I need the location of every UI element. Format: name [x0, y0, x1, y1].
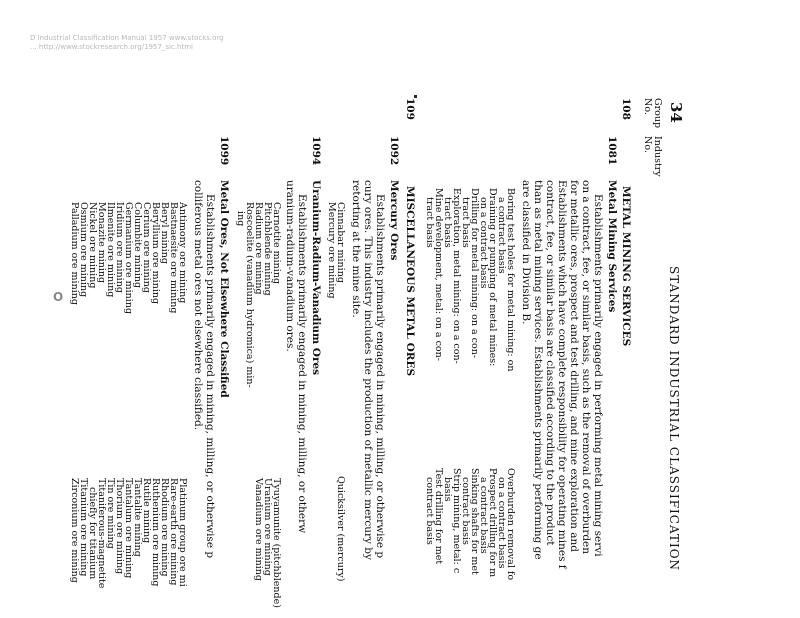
index-entry: contract basis	[424, 468, 435, 545]
body-line: for metallic ores, prospect and test drilling, and mine exploration and	[568, 180, 580, 553]
index-entry: on a contract basis	[478, 188, 489, 289]
group-number: 108	[620, 98, 632, 120]
index-entry: ing	[235, 202, 246, 227]
page-number: 34	[667, 102, 685, 123]
index-entry: Tyuyamunite (pitchblende)	[271, 478, 282, 608]
index-entry: Sinking shafts for met	[469, 468, 480, 575]
index-entry: Thorium ore mining	[114, 478, 125, 575]
industry-number: 1092	[388, 136, 400, 166]
index-entry: Drilling for metal mining: on a con-	[469, 188, 480, 359]
index-entry: Rutile mining	[141, 478, 152, 544]
index-entry: Iridium ore mining	[114, 202, 125, 293]
body-line: uranium-radium-vanadium ores.	[284, 180, 296, 352]
index-entry: a contract basis	[496, 188, 507, 274]
index-entry: Mercury ore mining	[326, 202, 337, 299]
index-entry: Carnotite mining	[271, 202, 282, 285]
running-title: STANDARD INDUSTRIAL CLASSIFICATION	[667, 266, 681, 572]
industry-number: 1094	[310, 136, 322, 166]
index-entry: Germanium ore mining	[123, 202, 134, 315]
industry-title: Uranium-Radium-Vanadium Ores	[310, 180, 322, 376]
industry-col-head: Industry No.	[642, 136, 663, 177]
body-line: colliferous metal ores not elsewhere classified.	[192, 180, 204, 431]
index-entry: Platinum group ore mi	[177, 478, 188, 587]
index-entry: Bastnaesite ore mining	[168, 202, 179, 314]
index-entry: Overburden removal fo	[505, 468, 516, 581]
index-entry: Monazite mining	[96, 202, 107, 284]
index-entry: Rhodium ore mining	[159, 478, 170, 577]
body-line: are classified in Division B.	[520, 180, 532, 325]
body-line: Establishments primarily engaged in performing metal mining servi	[592, 194, 604, 557]
scan-header	[30, 34, 500, 52]
index-entry: Quicksilver (mercury)	[335, 476, 346, 582]
industry-number: 1099	[218, 136, 230, 166]
index-entry: Tantalite mining	[132, 478, 143, 557]
scan-header-line: D Industrial Classification Manual 1957 www.stocks.org	[30, 34, 224, 42]
index-entry: Nickel ore mining	[87, 202, 98, 289]
index-entry: Cinnabar mining	[335, 202, 346, 283]
index-entry: Test drilling for met	[433, 468, 444, 565]
index-entry: Pitchblende mining	[262, 202, 273, 296]
index-entry: Vanadium ore mining	[253, 478, 264, 582]
index-entry: Zirconium ore mining	[69, 478, 80, 583]
index-entry: Osmium ore mining	[78, 202, 89, 298]
index-entry: Exploration, metal mining: on a con-	[451, 188, 462, 364]
body-line: Establishments primarily engaged in mining, milling, or otherw	[296, 194, 308, 534]
index-entry: Strip mining, metal: c	[451, 468, 462, 574]
body-line: contract, fee, or similar basis are classified according to the product	[544, 180, 556, 546]
index-entry: Boring test holes for metal mining: on	[505, 188, 516, 372]
group-col-head: Group No.	[642, 98, 663, 129]
index-entry: tract basis	[460, 188, 471, 248]
index-entry: Titanium ore mining	[78, 478, 89, 577]
index-entry: Antimony ore mining	[177, 202, 188, 304]
index-entry: Uranium ore mining	[262, 478, 273, 576]
index-entry: Palladium ore mining	[69, 202, 80, 305]
index-entry: Tantalum ore mining	[123, 478, 134, 579]
body-line: retorting at the mine site.	[350, 180, 362, 318]
index-entry: Beryl mining	[159, 202, 170, 264]
rotated-page-content	[66, 96, 686, 618]
index-entry: Ilmenite ore mining	[105, 202, 116, 298]
body-line: cury ores. This industry includes the production of metallic mercury by	[362, 180, 374, 560]
index-entry: Beryllium ore mining	[150, 202, 161, 305]
index-entry: Radium ore mining	[253, 202, 264, 295]
index-entry: Mine development, metal: on a con-	[433, 188, 444, 361]
index-entry: chiefly for titanium	[87, 478, 98, 580]
index-entry: Tin ore mining	[105, 478, 116, 549]
index-entry: Cerium ore mining	[141, 202, 152, 293]
index-entry: a contract basis	[478, 468, 489, 554]
index-entry: Ruthenium ore mining	[150, 478, 161, 587]
body-line: than as metal mining services. Establishments primarily performing ge	[532, 180, 544, 560]
industry-title: Metal Ores, Not Elsewhere Classified	[218, 180, 230, 398]
index-entry: Prospect drilling for m	[487, 468, 498, 578]
index-entry: contract basis	[460, 468, 471, 545]
margin-mark: O	[53, 290, 64, 304]
index-entry: Roscoelite (vanadium hydromica) min-	[244, 202, 255, 388]
section-title: METAL MINING SERVICES	[620, 186, 632, 347]
index-entry: tract basis	[424, 188, 435, 248]
body-line: on a contract, fee, or similar basis, such as the removal of overburden	[580, 180, 592, 555]
index-entry: Draining or pumping of metal mines:	[487, 188, 498, 367]
index-entry: tract basis	[442, 188, 453, 248]
section-title: MISCELLANEOUS METAL ORES	[404, 186, 416, 377]
index-entry: Rare-earth ore mining	[168, 478, 179, 586]
body-line: Establishments which have complete responsibility for operating mines f	[556, 180, 568, 569]
group-number: 109	[404, 98, 416, 120]
index-entry: on a contract basis	[496, 468, 507, 569]
scan-header-line: ... http://www.stockresearch.org/1957_sic.html	[30, 43, 193, 51]
body-line: Establishments primarily engaged in mining, milling, or otherwise p	[204, 194, 216, 559]
index-entry: basis	[442, 468, 453, 502]
industry-number: 1081	[606, 136, 618, 166]
body-line: Establishments primarily engaged in mining, milling, or otherwise p	[374, 194, 386, 559]
industry-title: Mercury Ores	[388, 180, 400, 261]
index-entry: Columbite mining	[132, 202, 143, 289]
index-entry: Titaniferous-magnetite	[96, 478, 107, 589]
industry-title: Metal Mining Services	[606, 180, 618, 313]
